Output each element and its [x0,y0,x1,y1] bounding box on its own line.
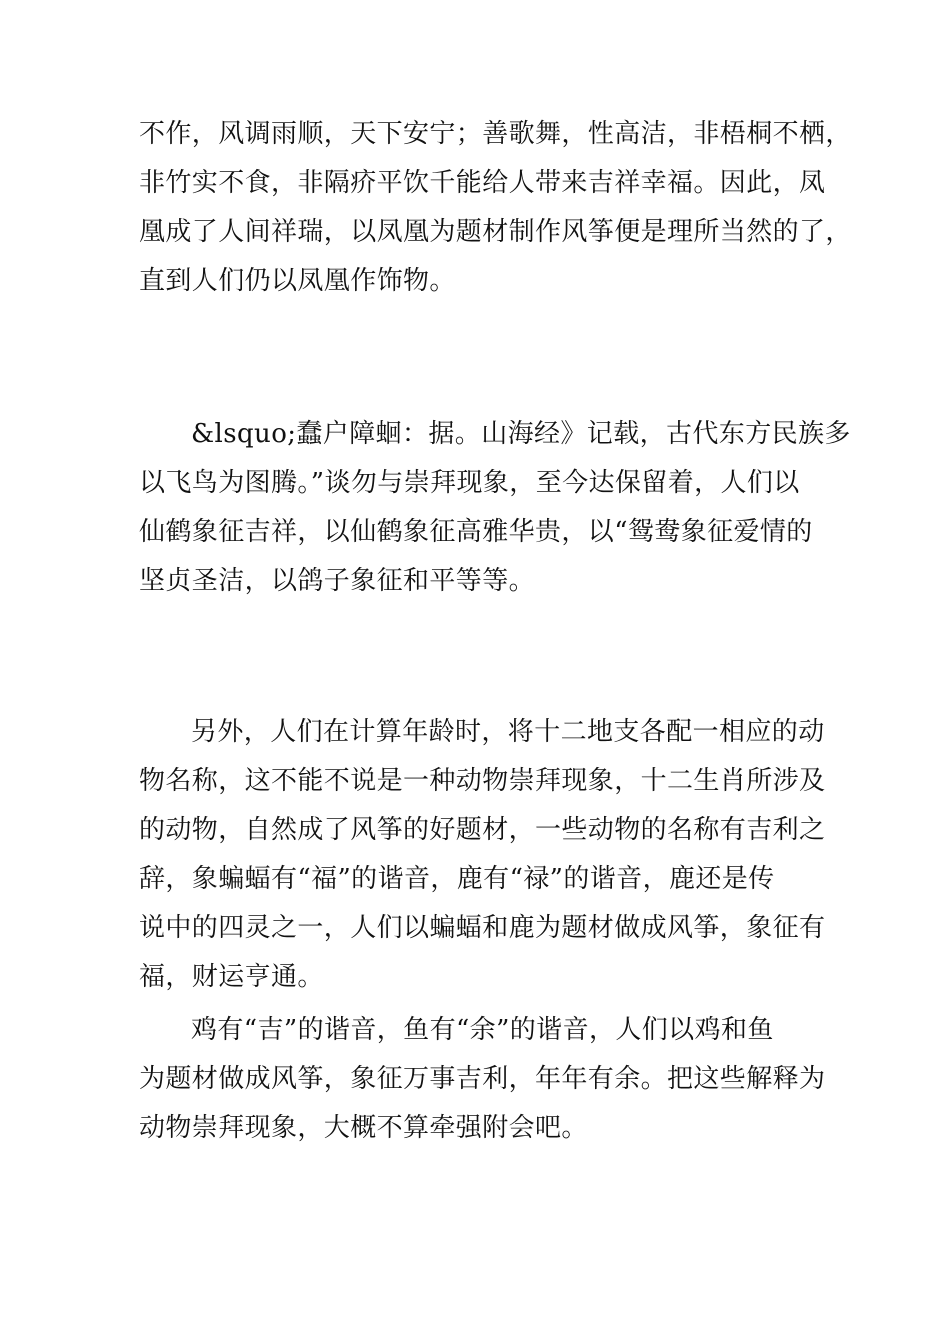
text-line: 坚贞圣洁，以鸽子象征和平等等。 [139,566,536,596]
text-line: 鸡有“吉”的谐音，鱼有“余”的谐音，人们以鸡和鱼 [191,1015,774,1045]
text-line: 以飞鸟为图腾。”谈勿与崇拜现象，至今达保留着，人们以 [139,468,800,498]
paragraph-phoenix [139,110,852,306]
paragraph-birds-totem [139,410,851,606]
text-line: 另外，人们在计算年龄时，将十二地支各配一相应的动 [191,717,825,747]
text-line: 动物崇拜现象，大概不算牵强附会吧。 [139,1113,588,1143]
text-line: &lsquo;蠢户障蛔：据。山海经》记载，古代东方民族多 [191,419,851,449]
paragraph-chicken-fish [139,1006,826,1153]
paragraph-zodiac [139,708,826,1002]
text-line: 说中的四灵之一，人们以蝙蝠和鹿为题材做成风筝，象征有 [139,913,826,943]
text-line: 不作，风调雨顺，天下安宁；善歌舞，性高洁，非梧桐不栖， [139,119,852,149]
text-line: 直到人们仍以凤凰作饰物。 [139,266,456,296]
text-line: 的动物，自然成了风筝的好题材，一些动物的名称有吉利之 [139,815,826,845]
text-line: 物名称，这不能不说是一种动物崇拜现象，十二生肖所涉及 [139,766,826,796]
text-line: 辞，象蝙蝠有“福”的谐音，鹿有“禄”的谐音，鹿还是传 [139,864,775,894]
text-line: 凰成了人间祥瑞，以凤凰为题材制作风筝便是理所当然的了， [139,217,852,247]
text-line: 为题材做成风筝，象征万事吉利，年年有余。把这些解释为 [139,1064,826,1094]
text-line: 福，财运亨通。 [139,962,324,992]
text-line: 非竹实不食，非隔疥平饮千能给人带来吉祥幸福。因此，凤 [139,168,826,198]
text-line: 仙鹤象征吉祥，以仙鹤象征高雅华贵，以“鸳鸯象征爱情的 [139,517,813,547]
